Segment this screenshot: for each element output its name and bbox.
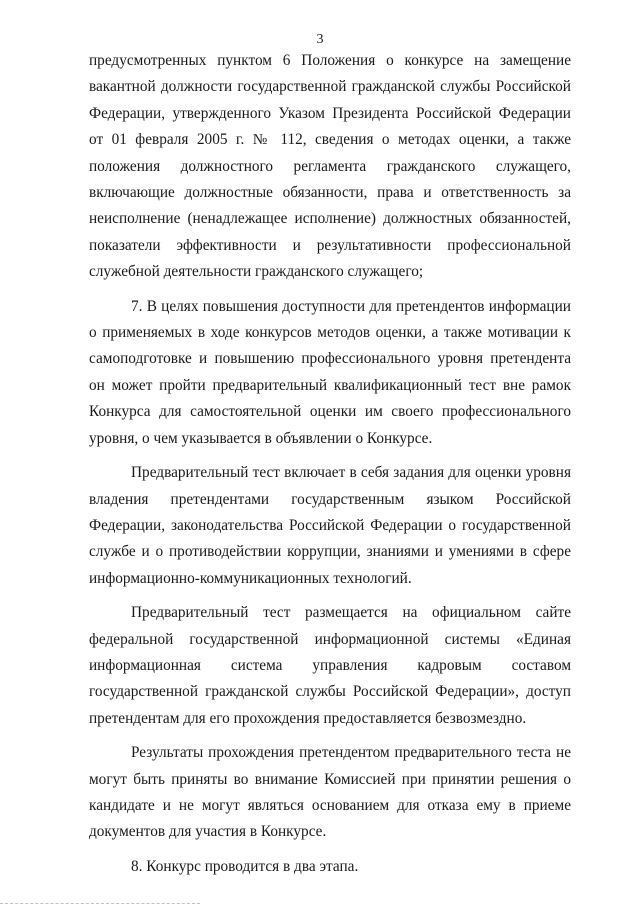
document-body — [89, 48, 571, 880]
paragraph-continuation: предусмотренных пунктом 6 Положения о конкурсе на замещение вакантной должности государственной гражданской службы Российской Федерации, утвержденного Указом Президента Российской Федерации от 01 февраля 2005 г. № 112, сведения о методах оценки, а также положения должностного регламента гражданского служащего, включающие должностные обязанности, права и ответственность за неисполнение (ненадлежащее исполнение) должностных обязанностей, показатели эффективности и результативности профессиональной служебной деятельности гражданского служащего; — [89, 52, 571, 281]
paragraph-preliminary-test-results: Результаты прохождения претендентом предварительного теста не могут быть приняты во внимание Комиссией при принятии решения о кандидате и не могут являться основанием для отказа ему в приеме документов для участия в Конкурсе. — [89, 744, 571, 841]
paragraph-item-8: 8. Конкурс проводится в два этапа. — [131, 857, 359, 875]
page-number: 3 — [316, 32, 324, 47]
paragraph-preliminary-test-placement: Предварительный тест размещается на официальном сайте федеральной государственной информационной системы «Единая информационная система управления кадровым составом государственной гражданской службы Российской Федерации», доступ претендентам для его прохождения предоставляется безвозмездно. — [89, 604, 571, 727]
paragraph-preliminary-test-content: Предварительный тест включает в себя задания для оценки уровня владения претендентами государственным языком Российской Федерации, законодательства Российской Федерации о государственной службе и о противодействии коррупции, знаниями и умениями в сфере информационно-коммуникационных технологий. — [89, 464, 571, 587]
bottom-edge-line — [0, 903, 200, 904]
paragraph-item-7: 7. В целях повышения доступности для претендентов информации о применяемых в ходе конкурсов методов оценки, а также мотивации к самоподготовке и повышению профессионального уровня претендента он может пройти предварительный квалификационный тест вне рамок Конкурса для самостоятельной оценки им своего профессионального уровня, о чем указывается в объявлении о Конкурсе. — [89, 297, 571, 447]
